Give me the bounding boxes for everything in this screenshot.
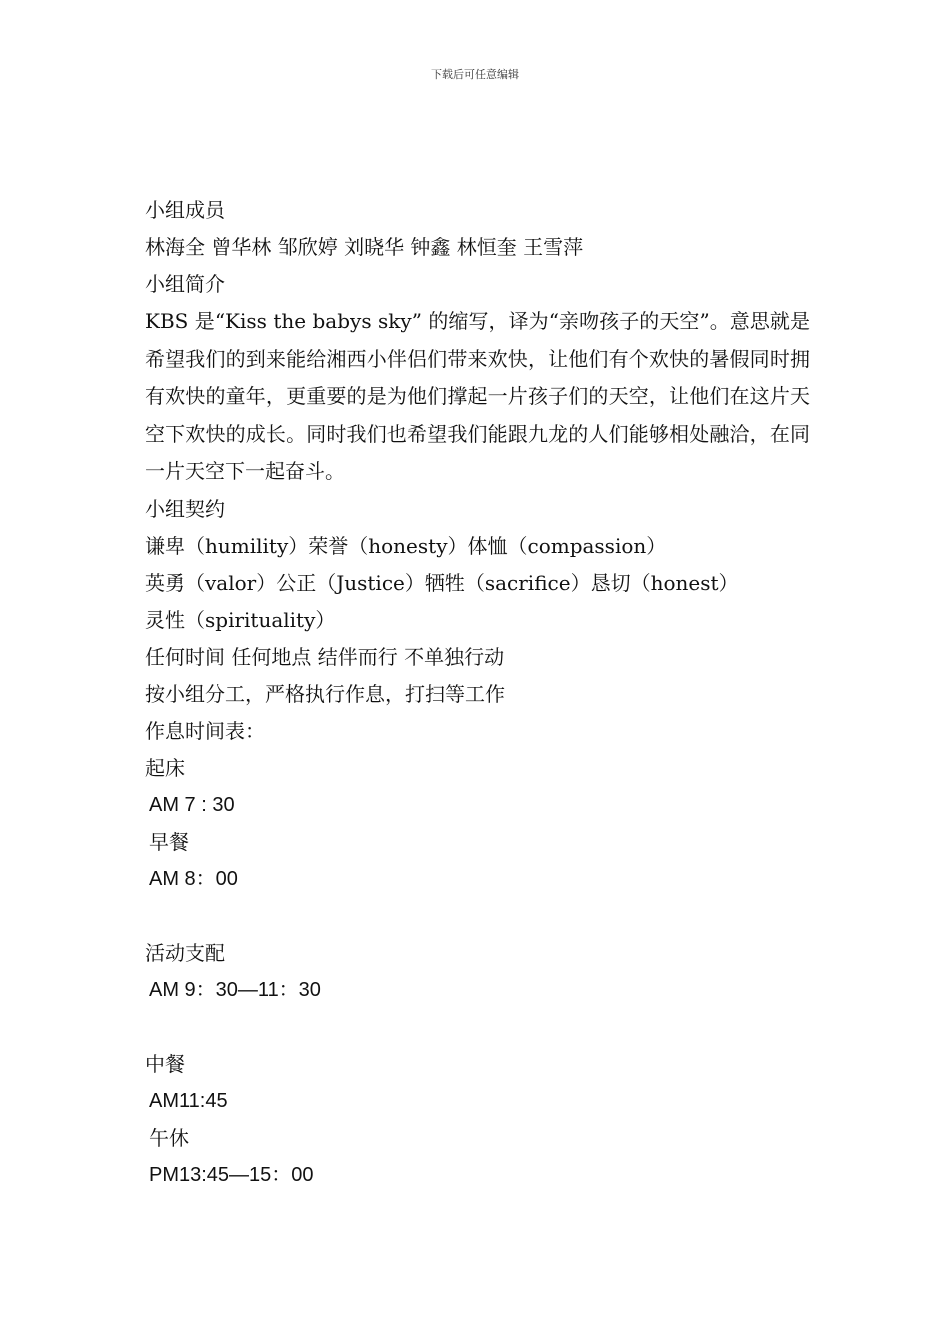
- contract-heading: 小组契约: [145, 496, 225, 521]
- schedule-label-activity: 活动支配: [145, 940, 225, 965]
- schedule-heading: 作息时间表：: [145, 718, 265, 743]
- schedule-time-breakfast: AM 8：00: [149, 867, 238, 890]
- document-body: [145, 192, 810, 1194]
- contract-line-rule-1: 任何时间 任何地点 结伴而行 不单独行动: [145, 644, 505, 669]
- spacer: [145, 1009, 810, 1046]
- schedule-label-breakfast: 早餐: [149, 829, 189, 854]
- schedule-time-lunch: AM11:45: [149, 1089, 228, 1112]
- contract-line-virtues-3: 灵性（spirituality）: [145, 607, 336, 632]
- members-names: 林海全 曾华林 邹欣婷 刘晓华 钟鑫 林恒奎 王雪萍: [145, 235, 584, 259]
- contract-line-rule-2: 按小组分工，严格执行作息，打扫等工作: [145, 681, 505, 706]
- page-header: 下载后可任意编辑: [431, 68, 519, 81]
- schedule-time-nap: PM13:45—15：00: [149, 1163, 314, 1186]
- schedule-label-wakeup: 起床: [145, 755, 185, 780]
- contract-line-virtues-1: 谦卑（humility）荣誉（honesty）体恤（compassion）: [145, 533, 667, 558]
- schedule-time-wakeup: AM 7 : 30: [149, 793, 235, 816]
- intro-paragraph: KBS 是“Kiss the babys sky” 的缩写，译为“亲吻孩子的天空”。意思就是希望我们的到来能给湘西小伴侣们带来欢快，让他们有个欢快的暑假同时拥有欢快的童年，更重要的是为他们撑起一片孩子们的天空，让他们在这片天空下欢快的成长。同时我们也希望我们能跟九龙的人们能够相处融洽，在同一片天空下一起奋斗。: [145, 309, 810, 483]
- intro-heading: 小组简介: [145, 272, 225, 296]
- schedule-time-activity: AM 9：30—11：30: [149, 978, 321, 1001]
- schedule-label-lunch: 中餐: [145, 1051, 185, 1076]
- contract-line-virtues-2: 英勇（valor）公正（Justice）牺牲（sacrifice）恳切（honest）: [145, 570, 739, 595]
- spacer: [145, 898, 810, 935]
- members-heading: 小组成员: [145, 198, 225, 222]
- schedule-label-nap: 午休: [149, 1125, 189, 1150]
